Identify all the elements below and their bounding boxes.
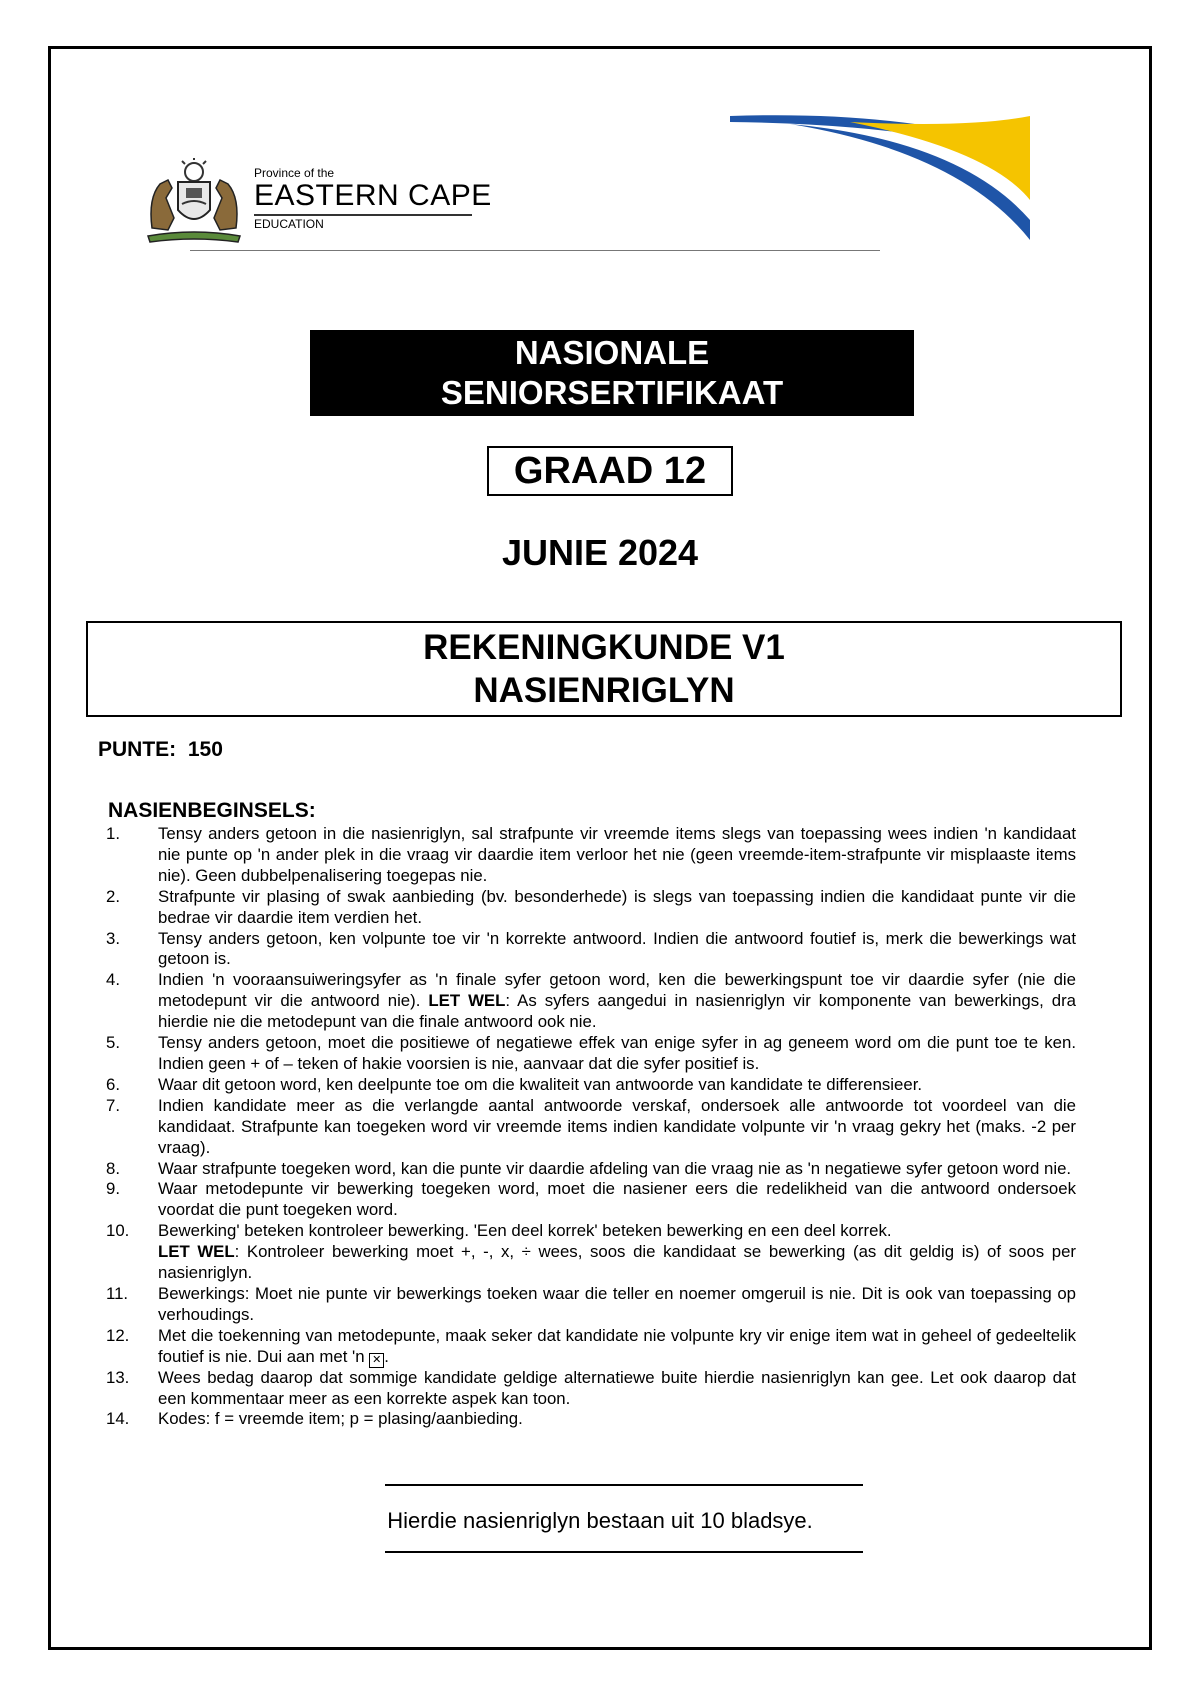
item-text <box>158 1221 1076 1284</box>
item-text-part: : Kontroleer bewerking moet +, -, x, ÷ wees, soos die kandidaat se bewerking (as dit geldig is) of soos per nasienriglyn. <box>158 1242 1076 1283</box>
province-logo-text <box>254 166 492 232</box>
logo-line-2: EASTERN CAPE <box>254 179 492 212</box>
item-text: Tensy anders getoon in die nasienriglyn, sal strafpunte vir vreemde items slegs van toepassing wees indien 'n kandidaat nie punte op 'n ander plek in die vraag vir daardie item verloor het nie (geen vreemde-item-strafpunte vir misplaaste items nie). Geen dubbelpenalisering toegepas nie. <box>158 824 1076 885</box>
grade-box: GRAAD 12 <box>487 446 733 496</box>
marks-total <box>98 738 223 762</box>
certificate-title-banner <box>310 330 914 416</box>
boxed-x-icon: ✕ <box>369 1353 384 1368</box>
logo-line-3: EDUCATION <box>254 217 324 231</box>
item-number: 4. <box>106 970 120 990</box>
list-item <box>106 1221 1076 1284</box>
item-text-part: Indien 'n vooraansuiweringsyfer as 'n finale syfer getoon word, ken die bewerkingspunt toe vir daardie syfer (nie die metodepunt vir die antwoord nie). <box>158 970 1076 1011</box>
exam-date: JUNIE 2024 <box>501 532 699 573</box>
item-text: Indien kandidate meer as die verlangde aantal antwoorde verskaf, ondersoek alle antwoorde tot voordeel van die kandidaat. Strafpunte kan toegeken word vir vreemde items indien kandidate volpunte vir 'n vraag gekry het (maks. -2 per vraag). <box>158 1095 1076 1157</box>
item-number: 14. <box>106 1409 130 1429</box>
item-number: 5. <box>106 1033 120 1053</box>
list-item <box>106 1159 1076 1180</box>
list-item <box>106 1033 1076 1075</box>
item-number: 7. <box>106 1095 120 1115</box>
list-item <box>106 1075 1076 1096</box>
item-text: Waar strafpunte toegeken word, kan die punte vir daardie afdeling van die vraag nie as 'n negatiewe syfer getoon word nie. <box>158 1158 1072 1178</box>
item-number: 11. <box>106 1283 129 1303</box>
list-item <box>106 824 1076 887</box>
item-text: Waar metodepunte vir bewerking toegeken word, moet die nasiener eers die redelikheid van die antwoord ondersoek voordat die punt toegeken word. <box>158 1179 1076 1220</box>
item-text: Wees bedag daarop dat sommige kandidate geldige alternatiewe buite hierdie nasienriglyn kan gee. Let ook daarop dat een kommentaar meer as een korrekte aspek kan toon. <box>158 1367 1076 1408</box>
list-item <box>106 1326 1076 1368</box>
item-number: 13. <box>106 1367 130 1387</box>
header-divider <box>190 250 880 251</box>
item-number: 12. <box>106 1325 130 1345</box>
flag-swoosh-graphic <box>730 110 1030 240</box>
subject-title: REKENINGKUNDE V1 <box>423 628 785 667</box>
list-item <box>106 1409 1076 1430</box>
item-text <box>158 970 1076 1033</box>
item-text: Tensy anders getoon, moet die positiewe of negatiewe effek van enige syfer in ag geneem word om die punt toe te ken. Indien geen + of – teken of hakie voorsien is nie, aanvaar dat die syfer positief is. <box>158 1033 1076 1073</box>
certificate-title-line-2: SENIORSERTIFIKAAT <box>440 374 784 411</box>
footer-rule-top <box>385 1484 863 1486</box>
list-item <box>106 1096 1076 1159</box>
header <box>130 110 1030 260</box>
item-text: Waar dit getoon word, ken deelpunte toe om die kwaliteit van antwoorde van kandidate te differensieer. <box>158 1074 923 1094</box>
footer-rule-bottom <box>385 1551 863 1553</box>
item-text: Tensy anders getoon, ken volpunte toe vir 'n korrekte antwoord. Indien die antwoord foutief is, merk die bewerkings wat getoon is. <box>158 928 1076 969</box>
note-label: LET WEL <box>158 1242 235 1262</box>
item-text: Kodes: f = vreemde item; p = plasing/aanbieding. <box>158 1409 523 1429</box>
item-text: Strafpunte vir plasing of swak aanbieding (bv. besonderhede) is slegs van toepassing indien die kandidaat punte vir die bedrae vir daardie item verdien het. <box>158 886 1076 927</box>
item-number: 2. <box>106 886 120 906</box>
note-label: LET WEL <box>428 991 506 1011</box>
marks-value: 150 <box>187 738 223 761</box>
subject-box <box>86 621 1122 717</box>
item-number: 8. <box>106 1158 120 1178</box>
coat-of-arms-logo <box>138 158 250 246</box>
document-type: NASIENRIGLYN <box>473 671 735 710</box>
page-count-note: Hierdie nasienriglyn bestaan uit 10 bladsye. <box>387 1508 813 1533</box>
list-item <box>106 970 1076 1033</box>
principles-heading: NASIENBEGINSELS: <box>108 799 316 822</box>
item-number: 10. <box>106 1221 130 1241</box>
list-item <box>106 1284 1076 1326</box>
list-item <box>106 1179 1076 1221</box>
marks-label: PUNTE: <box>98 738 177 761</box>
item-text-part: Met die toekenning van metodepunte, maak seker dat kandidate nie volpunte kry vir enige item wat in geheel of gedeeltelik foutief is nie. Dui aan met 'n <box>158 1325 1076 1366</box>
item-text: Bewerkings: Moet nie punte vir bewerkings toeken waar die teller en noemer omgeruil is nie. Dit is ook van toepassing op verhoudings. <box>158 1283 1076 1324</box>
certificate-title-line-1: NASIONALE <box>514 334 710 371</box>
logo-line-1: Province of the <box>254 166 335 180</box>
principles-list <box>106 824 1076 1430</box>
item-number: 9. <box>106 1179 120 1199</box>
item-text-part: Bewerking' beteken kontroleer bewerking. 'Een deel korrek' beteken bewerking en een deel korrek. <box>158 1221 892 1241</box>
list-item <box>106 887 1076 929</box>
item-text-part: : As syfers aangedui in nasienriglyn vir komponente van bewerkings, dra hierdie nie die metodepunt van die finale antwoord ook nie. <box>158 991 1077 1032</box>
list-item <box>106 1368 1076 1410</box>
item-number: 1. <box>106 824 120 843</box>
item-number: 3. <box>106 928 120 948</box>
item-number: 6. <box>106 1074 120 1094</box>
list-item <box>106 929 1076 971</box>
item-text: Met die toekenning van metodepunte, maak seker dat kandidate nie volpunte kry vir enige item wat in geheel of gedeeltelik foutief is nie. Dui aan met 'n ✕ . <box>158 1325 1076 1366</box>
